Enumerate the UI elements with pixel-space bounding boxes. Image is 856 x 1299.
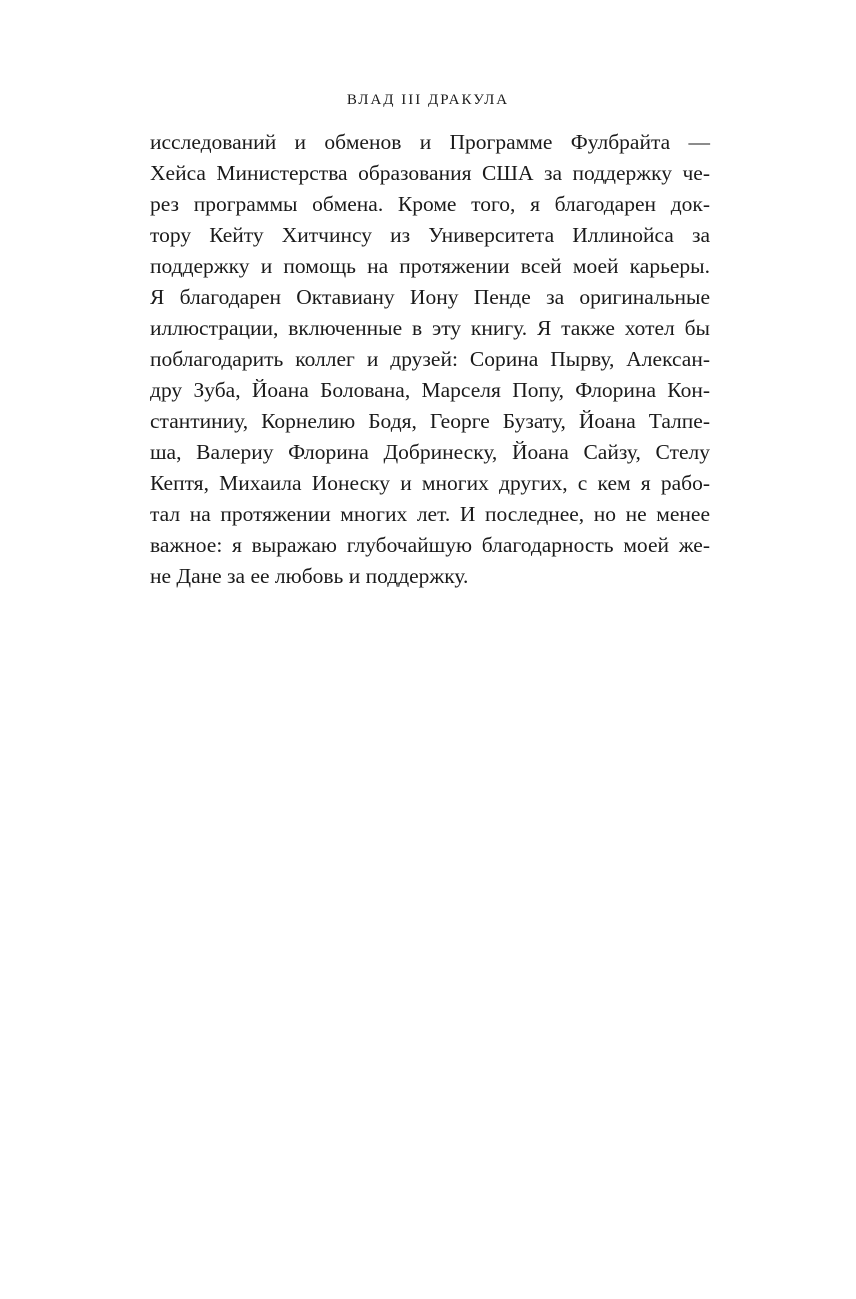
text-line: стантиниу, Корнелию Бодя, Георге Бузату, Йоана Талпе- — [150, 409, 710, 433]
running-head: ВЛАД III ДРАКУЛА — [346, 92, 510, 108]
text-line: Хейса Министерства образования США за поддержку че- — [150, 161, 710, 185]
text-line: иллюстрации, включенные в эту книгу. Я также хотел бы — [150, 316, 710, 340]
text-line: исследований и обменов и Программе Фулбрайта — — [150, 130, 710, 154]
text-line: тору Кейту Хитчинсу из Университета Иллинойса за — [150, 223, 710, 247]
text-line: ша, Валериу Флорина Добринеску, Йоана Сайзу, Стелу — [150, 440, 710, 464]
text-line: тал на протяжении многих лет. И последнее, но не менее — [150, 502, 710, 526]
text-line: поддержку и помощь на протяжении всей моей карьеры. — [150, 254, 710, 278]
body-paragraph — [150, 127, 710, 592]
text-line: Я благодарен Октавиану Иону Пенде за оригинальные — [150, 285, 710, 309]
text-line: дру Зуба, Йоана Болована, Марселя Попу, Флорина Кон- — [150, 378, 710, 402]
text-line: не Дане за ее любовь и поддержку. — [150, 564, 469, 588]
text-line: Кептя, Михаила Ионеску и многих других, с кем я рабо- — [150, 471, 710, 495]
text-line: поблагодарить коллег и друзей: Сорина Пырву, Алексан- — [150, 347, 710, 371]
text-line: важное: я выражаю глубочайшую благодарность моей же- — [150, 533, 710, 557]
text-line: рез программы обмена. Кроме того, я благодарен док- — [150, 192, 710, 216]
